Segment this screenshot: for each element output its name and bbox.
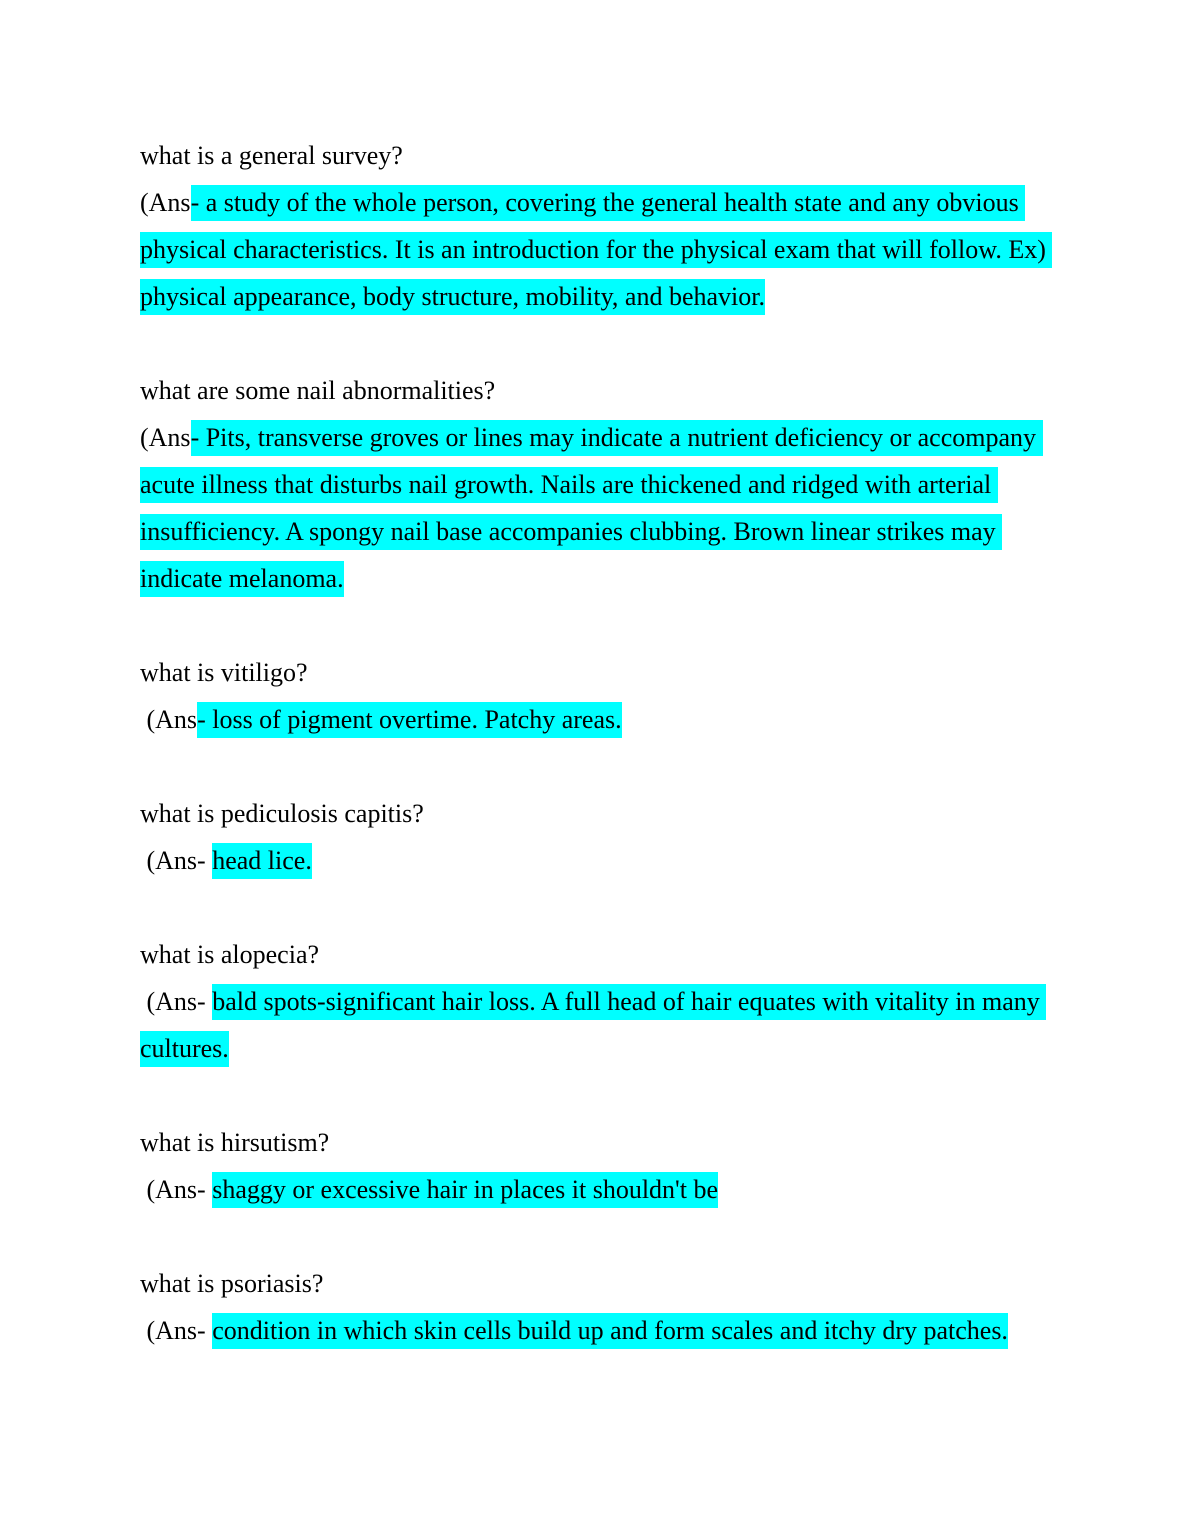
answer-prefix: (Ans- xyxy=(140,1175,213,1204)
question-text: what are some nail abnormalities? xyxy=(140,376,496,405)
qa-item-psoriasis xyxy=(140,1260,1070,1354)
qa-item-vitiligo xyxy=(140,649,1070,743)
qa-item-alopecia xyxy=(140,931,1070,1072)
qa-item-pediculosis-capitis xyxy=(140,790,1070,884)
answer-highlight: - a study of the whole person, covering the general health state and any obvious physical characteristics. It is an introduction for the physical exam that will follow. Ex) physical appearance, body structure, mobility, and behavior. xyxy=(140,185,1052,315)
answer-block xyxy=(140,179,1070,320)
answer-prefix: (Ans- xyxy=(140,987,213,1016)
answer-highlight: - Pits, transverse groves or lines may indicate a nutrient deficiency or accompany acute illness that disturbs nail growth. Nails are thickened and ridged with arterial insufficiency. A spongy nail base accompanies clubbing. Brown linear strikes may indicate melanoma. xyxy=(140,420,1043,597)
answer-highlight: bald spots-significant hair loss. A full head of hair equates with vitality in many cultures. xyxy=(140,984,1046,1067)
qa-item-general-survey xyxy=(140,132,1070,320)
answer-block xyxy=(140,1166,1070,1213)
page-content xyxy=(140,132,1070,1401)
answer-block xyxy=(140,1307,1070,1354)
question-text: what is alopecia? xyxy=(140,940,320,969)
answer-block xyxy=(140,696,1070,743)
answer-highlight: head lice. xyxy=(212,843,312,879)
answer-block xyxy=(140,837,1070,884)
answer-highlight: - loss of pigment overtime. Patchy areas. xyxy=(197,702,622,738)
question-text: what is hirsutism? xyxy=(140,1128,330,1157)
qa-item-hirsutism xyxy=(140,1119,1070,1213)
question-text: what is psoriasis? xyxy=(140,1269,324,1298)
answer-highlight: shaggy or excessive hair in places it shouldn't be xyxy=(212,1172,718,1208)
answer-prefix: (Ans xyxy=(140,188,191,217)
question-text: what is vitiligo? xyxy=(140,658,308,687)
answer-block xyxy=(140,414,1070,602)
answer-prefix: (Ans- xyxy=(140,1316,213,1345)
qa-item-nail-abnormalities xyxy=(140,367,1070,602)
answer-block xyxy=(140,978,1070,1072)
answer-prefix: (Ans xyxy=(140,705,198,734)
answer-prefix: (Ans xyxy=(140,423,191,452)
answer-prefix: (Ans- xyxy=(140,846,213,875)
question-text: what is pediculosis capitis? xyxy=(140,799,424,828)
answer-highlight: condition in which skin cells build up and form scales and itchy dry patches. xyxy=(212,1313,1008,1349)
question-text: what is a general survey? xyxy=(140,141,403,170)
